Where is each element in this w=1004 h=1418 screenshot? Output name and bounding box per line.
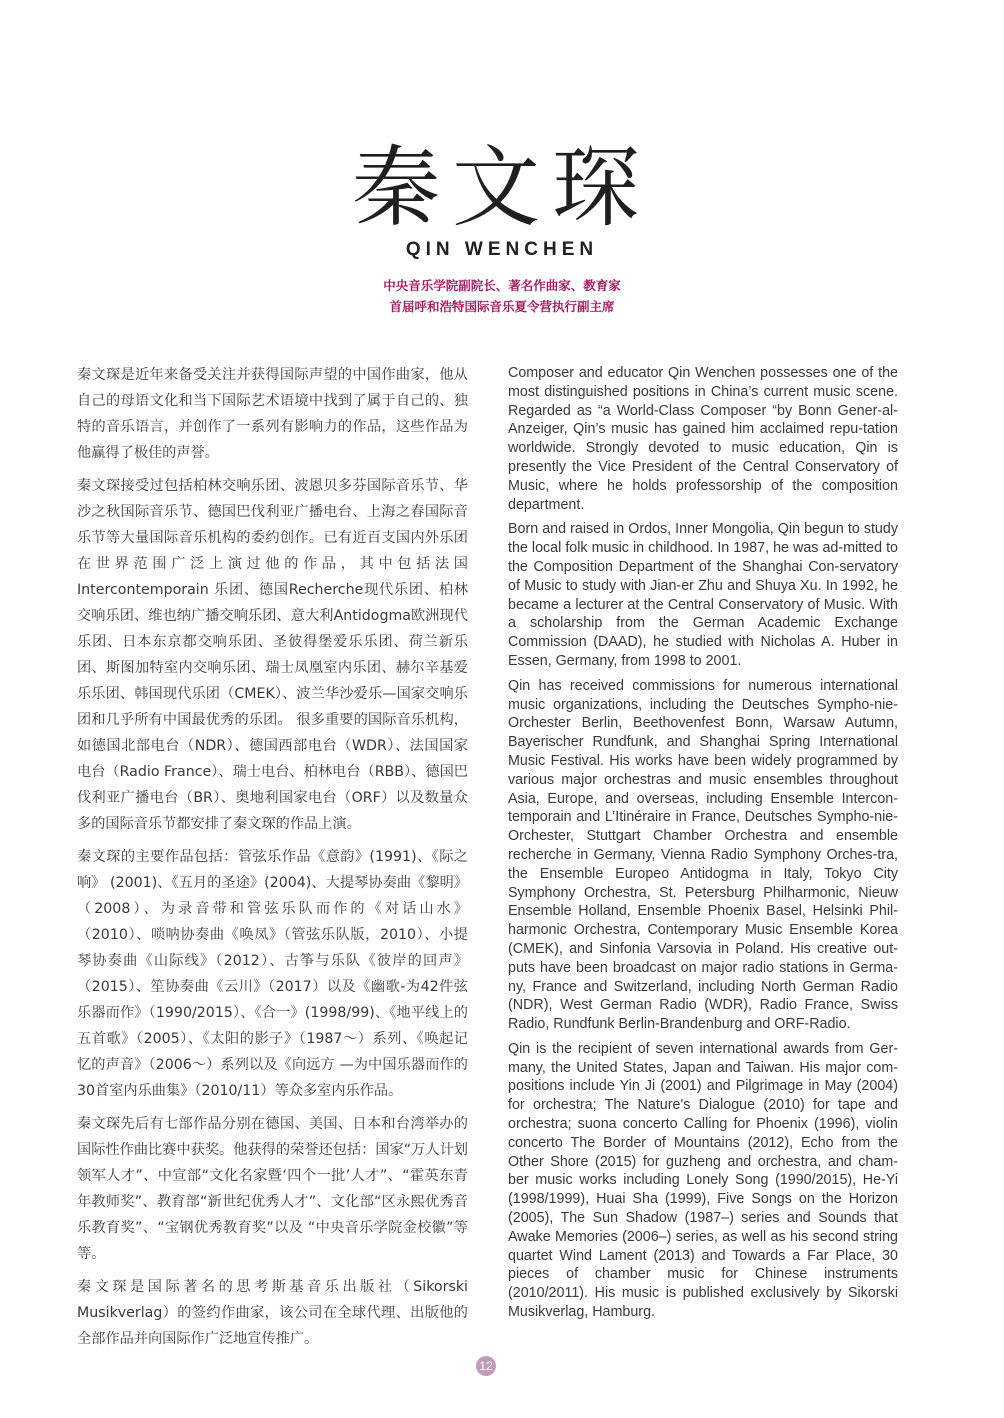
chinese-biography-column (77, 362, 468, 1359)
name-english-title: QIN WENCHEN (405, 239, 599, 260)
page-number-badge: 12 (476, 1356, 496, 1376)
name-chinese-title: 秦文琛 (351, 136, 652, 239)
cn-paragraph: 秦文琛的主要作品包括：管弦乐作品《意韵》(1991)、《际之响》 (2001)、《五月的圣途》(2004)、大提琴协奏曲《黎明》（2008）、为录音带和管弦乐队而作的《对话山水》（2010）、唢呐协奏曲《唤凤》（管弦乐队版，2010）、小提琴协奏曲《山际线》（2012）、古筝与乐队《彼岸的回声》（2015）、笙协奏曲《云川》（2017）以及《幽歌-为42件弦乐器而作》（1990/2015）、《合一》(1998/99)、《地平线上的五首歌》（2005）、《太阳的影子》（1987～）系列、《唤起记忆的声音》（2006～）系列以及《向远方 —为中国乐器而作的30首室内乐曲集》（2010/11）等众多室内乐作品。 (77, 849, 468, 1099)
position-subtitle-2: 首届呼和浩特国际音乐夏令营执行副主席 (389, 299, 615, 314)
cn-paragraph: 秦文琛是近年来备受关注并获得国际声望的中国作曲家，他从自己的母语文化和当下国际艺术语境中找到了属于自己的、独特的音乐语言，并创作了一系列有影响力的作品，这些作品为他赢得了极佳的声誉。 (77, 367, 468, 461)
en-paragraph: Born and raised in Ordos, Inner Mongolia, Qin begun to study the local folk music in childhood. In 1987, he was ad-mitted to the Composition Department of the Shanghai Con-servatory of Music to study with Jian-er Zhu and Shuya Xu. In 1992, he became a lecturer at the Central Conservatory of Music. With a scholarship from the German Academic Exchange Commission (DAAD), he studied with Nicholas A. Huber in Essen, Germany, from 1998 to 2001. (508, 521, 898, 669)
cn-paragraph: 秦文琛先后有七部作品分别在德国、美国、日本和台湾举办的国际性作曲比赛中获奖。他获得的荣誉还包括：国家“万人计划领军人才”、中宣部“文化名家暨‘四个一批’人才”、“霍英东青年教师奖”、教育部“新世纪优秀人才”、文化部“区永熙优秀音乐教育奖”、“宝钢优秀教育奖”以及 “中央音乐学院金校徽”等等。 (77, 1116, 468, 1262)
en-paragraph: Qin is the recipient of seven international awards from Ger-many, the United States, Japan and Taiwan. His major com-positions include Yin Ji (2001) and Pilgrimage in May (2004) for orchestra; The Nature's Dialogue (2010) for tape and orchestra; suona concerto Calling for Phoenix (1996), violin concerto The Border of Mountains (2012), Echo from the Other Shore (2015) for guzheng and orchestra, and cham-ber music works including Lonely Song (1990/2015), He-Yi (1998/1999), Huai Sha (1999), Five Songs on the Horizon (2005), The Sun Shadow (1987–) series and Sounds that Awake Memories (2006–) series, as well as his second string quartet Wind Lament (2013) and Towards a Far Place, 30 pieces of chamber music for Chinese instruments (2010/2011). His music is published exclusively by Sikorski Musikverlag, Hamburg. (508, 1040, 898, 1321)
en-paragraph: Qin has received commissions for numerous international music organizations, including the Deutsches Sympho-nie-Orchester Berlin, Beethovenfest Bonn, Warsaw Autumn, Bayerischer Rundfunk, and Shanghai Spring International Music Festival. His works have been widely programmed by various major orchestras and music ensembles throughout Asia, Europe, and overseas, including Ensemble Intercon-temporain and L’Itinéraire in France, Deutsches Sympho-nie-Orchester, Stuttgart Chamber Orchestra and ensemble recherche in Germany, Vienna Radio Symphony Orches-tra, the Ensemble Europeo Antidogma in Italy, Tokyo City Symphony Orchestra, St. Petersburg Philharmonic, Nieuw Ensemble Holland, Ensemble Phoenix Basel, Helsinki Phil-harmonic Orchestra, Contemporary Music Ensemble Korea (CMEK), and Sinfonia Varsovia in Poland. His creative out-puts have been broadcast on major radio stations in Germa-ny, France and Switzerland, including North German Radio (NDR), West German Radio (WDR), Radio France, Swiss Radio, Rundfunk Berlin-Brandenburg and ORF-Radio. (508, 677, 898, 1033)
cn-paragraph: 秦文琛接受过包括柏林交响乐团、波恩贝多芬国际音乐节、华沙之秋国际音乐节、德国巴伐利亚广播电台、上海之春国际音乐节等大量国际音乐机构的委约创作。已有近百支国内外乐团在世界范围广泛上演过他的作品，其中包括法国Intercontemporain 乐团、德国Recherche现代乐团、柏林交响乐团、维也纳广播交响乐团、意大利Antidogma欧洲现代乐团、日本东京都交响乐团、圣彼得堡爱乐乐团、荷兰新乐团、斯图加特室内交响乐团、瑞士凤凰室内乐团、赫尔辛基爱乐乐团、韩国现代乐团（CMEK）、波兰华沙爱乐—国家交响乐团和几乎所有中国最优秀的乐团。 很多重要的国际音乐机构，如德国北部电台（NDR）、德国西部电台（WDR）、法国国家电台（Radio France）、瑞士电台、柏林电台（RBB）、德国巴伐利亚广播电台（BR）、奥地利国家电台（ORF）以及数量众多的国际音乐节都安排了秦文琛的作品上演。 (77, 478, 468, 832)
en-paragraph: Composer and educator Qin Wenchen possesses one of the most distinguished positions in China’s current music scene. Regarded as “a World-Class Composer “by Bonn Gener-al-Anzeiger, Qin’s music has gained him acclaimed repu-tation worldwide. Strongly devoted to music education, Qin is presently the Vice President of the Central Conservatory of Music, where he holds professorship of the composition department. (508, 365, 898, 513)
cn-paragraph: 秦文琛是国际著名的思考斯基音乐出版社（Sikorski Musikverlag）的签约作曲家，该公司在全球代理、出版他的全部作品并向国际作广泛地宣传推广。 (77, 1279, 468, 1347)
english-biography-column (508, 364, 898, 1328)
position-subtitle-1: 中央音乐学院副院长、著名作曲家、教育家 (383, 278, 621, 293)
